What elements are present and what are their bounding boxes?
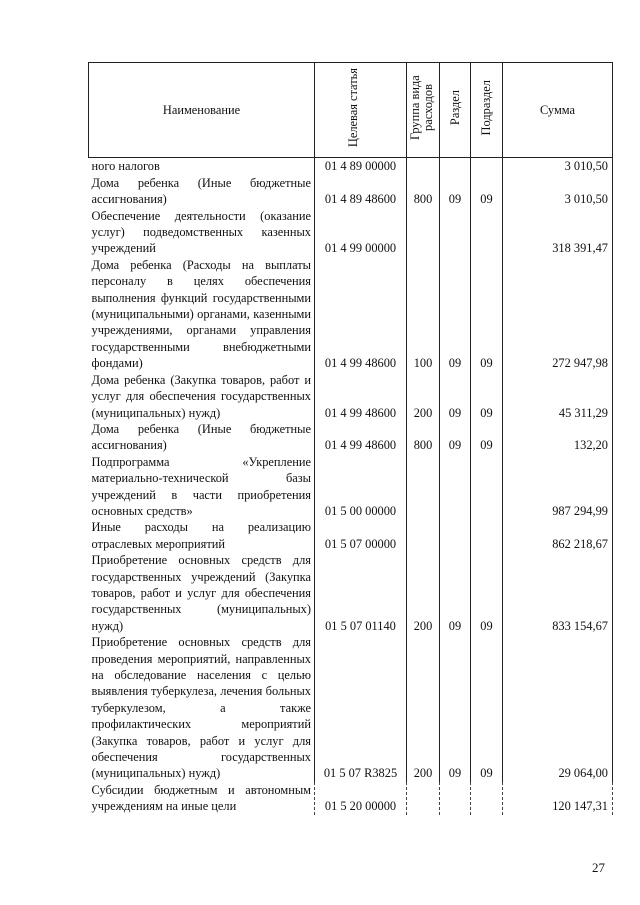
row-name: Дома ребенка (Иные бюджетные ассигнования) <box>91 421 311 453</box>
page-number: 27 <box>592 860 605 875</box>
row-subsection <box>471 519 503 552</box>
table-row <box>89 552 613 634</box>
table-row <box>89 175 613 208</box>
row-target: 01 4 99 00000 <box>315 208 407 257</box>
row-section <box>440 454 471 520</box>
row-group <box>407 158 440 175</box>
row-sum: 132,20 <box>503 421 613 454</box>
row-name: Субсидии бюджетным и автономным учреждениям на иные цели <box>91 782 311 814</box>
row-subsection: 09 <box>471 257 503 372</box>
row-group: 100 <box>407 257 440 372</box>
row-subsection: 09 <box>471 421 503 454</box>
table-row <box>89 372 613 421</box>
row-section: 09 <box>440 257 471 372</box>
row-sum: 45 311,29 <box>503 372 613 421</box>
row-sum: 833 154,67 <box>503 552 613 634</box>
row-target: 01 5 07 01140 <box>315 552 407 634</box>
row-section: 09 <box>440 175 471 208</box>
row-target: 01 5 07 00000 <box>315 519 407 552</box>
row-subsection <box>471 208 503 257</box>
header-group: Группа вида расходов <box>407 63 440 158</box>
table-row <box>89 519 613 552</box>
row-sum: 120 147,31 <box>503 782 613 815</box>
row-section <box>440 519 471 552</box>
row-target: 01 4 99 48600 <box>315 421 407 454</box>
row-name: ного налогов <box>91 159 160 174</box>
header-target: Целевая статья <box>315 63 407 158</box>
table-row <box>89 421 613 454</box>
table-row <box>89 634 613 782</box>
row-name: Дома ребенка (Расходы на выплаты персоналу в целях обеспечения выполнения функций государственными (муниципальными) органами, казенными учреждениями, органами управления государственными внебюджетными фондами) <box>91 257 311 371</box>
header-sum: Сумма <box>503 63 613 158</box>
row-section <box>440 158 471 175</box>
row-sum: 318 391,47 <box>503 208 613 257</box>
row-target: 01 4 89 48600 <box>315 175 407 208</box>
row-section: 09 <box>440 421 471 454</box>
row-sum: 29 064,00 <box>503 634 613 782</box>
row-group <box>407 519 440 552</box>
row-target: 01 5 20 00000 <box>315 782 407 815</box>
row-group: 200 <box>407 634 440 782</box>
row-section <box>440 782 471 815</box>
row-name: Дома ребенка (Закупка товаров, работ и услуг для обеспечения государственных (муниципальных) нужд) <box>91 372 311 420</box>
row-section: 09 <box>440 552 471 634</box>
row-group: 800 <box>407 175 440 208</box>
row-name: Приобретение основных средств для проведения мероприятий, направленных на обследование населения с целью выявления туберкулеза, лечения больных туберкулезом, а также профилактических мероприятий (Закупка товаров, работ и услуг для обеспечения государственных (муниципальных) нужд) <box>91 635 311 781</box>
table-row <box>89 782 613 815</box>
row-group: 200 <box>407 552 440 634</box>
row-target: 01 5 07 R3825 <box>315 634 407 782</box>
row-target: 01 4 89 00000 <box>315 158 407 175</box>
row-section: 09 <box>440 634 471 782</box>
row-subsection <box>471 782 503 815</box>
row-sum: 987 294,99 <box>503 454 613 520</box>
header-subsection: Подраздел <box>471 63 503 158</box>
row-name: Иные расходы на реализацию отраслевых мероприятий <box>91 520 311 551</box>
row-section: 09 <box>440 372 471 421</box>
row-subsection: 09 <box>471 552 503 634</box>
row-target: 01 4 99 48600 <box>315 372 407 421</box>
row-group <box>407 782 440 815</box>
row-subsection <box>471 454 503 520</box>
row-subsection: 09 <box>471 175 503 208</box>
budget-table <box>88 62 612 815</box>
row-sum: 272 947,98 <box>503 257 613 372</box>
row-name: Дома ребенка (Иные бюджетные ассигнования) <box>91 175 311 207</box>
table-row <box>89 208 613 257</box>
header-name: Наименование <box>89 63 315 158</box>
row-group <box>407 454 440 520</box>
table-row <box>89 158 613 175</box>
table-row <box>89 257 613 372</box>
row-subsection: 09 <box>471 634 503 782</box>
row-target: 01 5 00 00000 <box>315 454 407 520</box>
row-group: 800 <box>407 421 440 454</box>
row-sum: 862 218,67 <box>503 519 613 552</box>
row-name: Приобретение основных средств для государственных учреждений (Закупка товаров, работ и услуг для обеспечения государственных (муниципальных) нужд) <box>91 553 311 633</box>
row-subsection <box>471 158 503 175</box>
row-name: Подпрограмма «Укрепление материально-технической базы учреждений в части приобретения основных средств» <box>91 454 311 518</box>
row-sum: 3 010,50 <box>503 175 613 208</box>
row-group <box>407 208 440 257</box>
header-section: Раздел <box>440 63 471 158</box>
row-group: 200 <box>407 372 440 421</box>
table-row <box>89 454 613 520</box>
row-name: Обеспечение деятельности (оказание услуг) подведомственных казенных учреждений <box>91 208 311 256</box>
row-subsection: 09 <box>471 372 503 421</box>
table-header-row <box>89 63 613 158</box>
row-section <box>440 208 471 257</box>
row-target: 01 4 99 48600 <box>315 257 407 372</box>
row-sum: 3 010,50 <box>503 158 613 175</box>
